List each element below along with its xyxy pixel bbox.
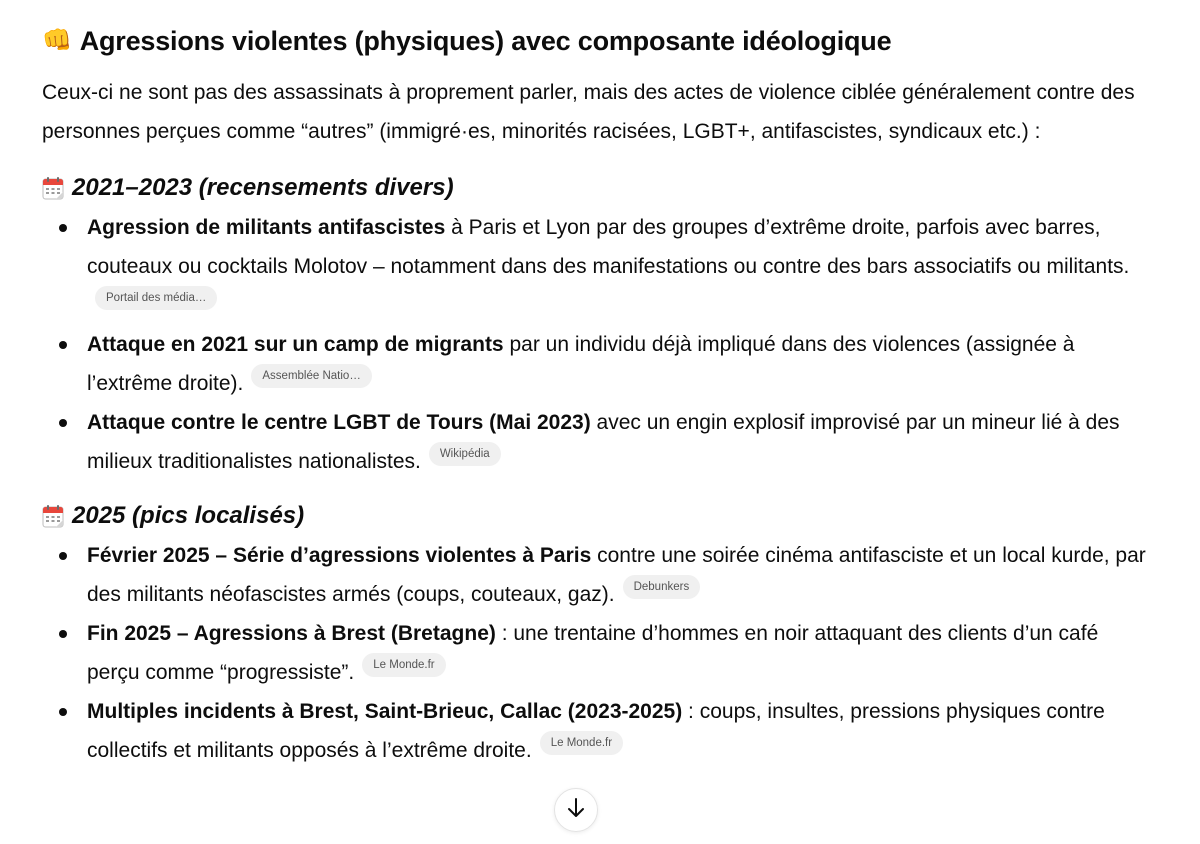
source-citation-chip[interactable]: Portail des média… [95,286,217,310]
item-text: : coups, insultes, pressions physiques contre collectifs et militants opposés à l’extrême droite. [87,700,1105,762]
source-citation-chip[interactable]: Le Monde.fr [540,731,623,755]
bullet-dot [59,341,67,349]
item-bold-title: Agression de militants antifascistes [87,216,446,239]
calendar-icon [42,176,64,200]
bullet-dot [59,224,67,232]
item-text: contre une soirée cinéma antifasciste et un local kurde, par des militants néofascistes armés (coups, couteaux, gaz). [87,544,1146,606]
item-bold-title: Attaque contre le centre LGBT de Tours (Mai 2023) [87,411,591,434]
subsection-heading-2021-2023 [42,171,1152,205]
fist-emoji-icon: 👊 [42,27,72,54]
source-citation-chip[interactable]: Le Monde.fr [362,653,445,677]
item-bold-title: Attaque en 2021 sur un camp de migrants [87,333,504,356]
arrow-down-icon [566,797,586,824]
bullet-dot [59,708,67,716]
calendar-icon [42,504,64,528]
item-text: à Paris et Lyon par des groupes d’extrême droite, parfois avec barres, couteaux ou cocktails Molotov – notamment dans des manifestations ou contre des bars associatifs ou militants. [87,216,1130,278]
subsection-heading-text: 2021–2023 (recensements divers) [72,174,454,201]
intro-paragraph: Ceux-ci ne sont pas des assassinats à proprement parler, mais des actes de violence ciblée généralement contre des personnes perçues comme “autres” (immigré·es, minorités racisées, LGBT+, antifascistes, syndicaux etc.) : [42,81,1135,143]
item-text: : une trentaine d’hommes en noir attaquant des clients d’un café perçu comme “progressiste”. [87,622,1099,684]
subsection-heading-2025 [42,499,1152,533]
item-bold-title: Février 2025 – Série d’agressions violentes à Paris [87,544,592,567]
incident-list-2021-2023 [42,208,1152,481]
list-item [42,403,1152,481]
source-citation-chip[interactable]: Debunkers [623,575,701,599]
item-bold-title: Fin 2025 – Agressions à Brest (Bretagne) [87,622,496,645]
list-item [42,614,1152,692]
message-content [42,22,1152,770]
item-text: par un individu déjà impliqué dans des violences (assignée à l’extrême droite). [87,333,1075,395]
source-citation-chip[interactable]: Assemblée Natio… [251,364,371,388]
scroll-to-bottom-button[interactable] [554,788,598,832]
incident-list-2025 [42,536,1152,770]
list-item [42,536,1152,614]
list-item [42,208,1152,325]
section-title [42,22,1152,60]
section-title-text: Agressions violentes (physiques) avec composante idéologique [79,26,892,56]
list-item [42,692,1152,770]
source-citation-chip[interactable]: Wikipédia [429,442,501,466]
subsection-heading-text: 2025 (pics localisés) [72,502,305,529]
bullet-dot [59,630,67,638]
item-text: avec un engin explosif improvisé par un mineur lié à des milieux traditionalistes nationalistes. [87,411,1120,473]
item-bold-title: Multiples incidents à Brest, Saint-Brieuc, Callac (2023-2025) [87,700,683,723]
bullet-dot [59,419,67,427]
list-item [42,325,1152,403]
bullet-dot [59,552,67,560]
